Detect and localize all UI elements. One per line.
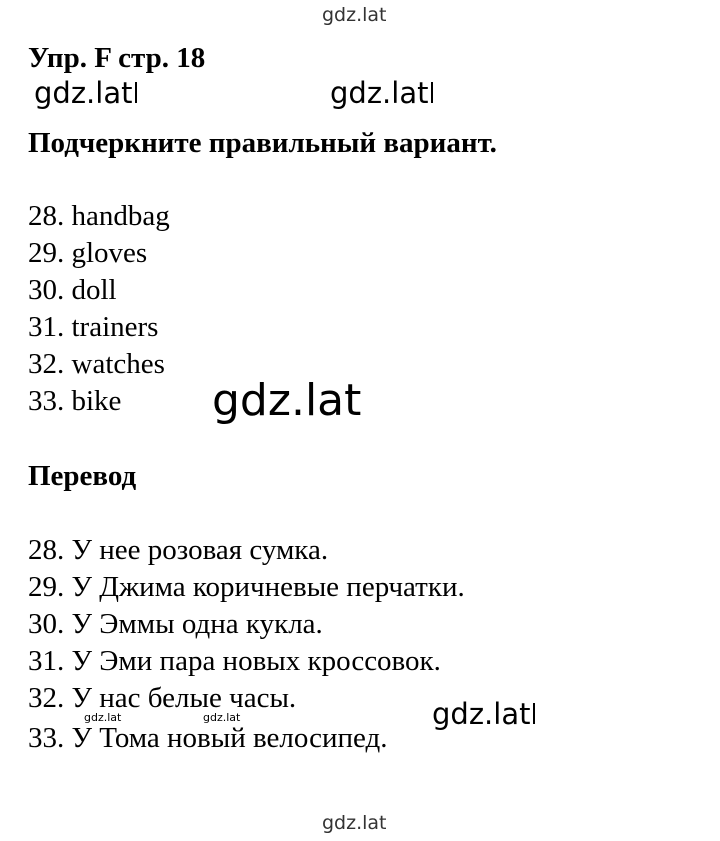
watermark-left: gdz.lat <box>34 76 137 110</box>
answer-item: 33. bike <box>28 385 122 417</box>
watermark-tiny-center: gdz.lat <box>203 711 241 724</box>
translation-item: 31. У Эми пара новых кроссовок. <box>28 645 441 677</box>
answer-item: 29. gloves <box>28 237 148 269</box>
exercise-heading: Упр. F стр. 18 <box>28 42 206 74</box>
answer-item: 32. watches <box>28 348 165 380</box>
watermark-large: gdz.lat <box>212 375 362 426</box>
answer-item: 31. trainers <box>28 311 159 343</box>
answer-item: 28. handbag <box>28 200 170 232</box>
watermark-right: gdz.lat <box>432 697 535 731</box>
translation-item: 33. У Тома новый велосипед. <box>28 722 388 754</box>
translation-item: 29. У Джима коричневые перчатки. <box>28 571 465 603</box>
translation-item: 30. У Эммы одна кукла. <box>28 608 323 640</box>
translation-heading: Перевод <box>28 460 137 492</box>
watermark-center: gdz.lat <box>330 76 433 110</box>
instruction-text: Подчеркните правильный вариант. <box>28 127 497 159</box>
translation-item: 28. У нее розовая сумка. <box>28 534 329 566</box>
watermark-bottom: gdz.lat <box>322 812 387 834</box>
watermark-top: gdz.lat <box>322 4 387 26</box>
answer-item: 30. doll <box>28 274 117 306</box>
watermark-tiny-left: gdz.lat <box>84 711 122 724</box>
translation-item: 32. У нас белые часы. <box>28 682 297 714</box>
